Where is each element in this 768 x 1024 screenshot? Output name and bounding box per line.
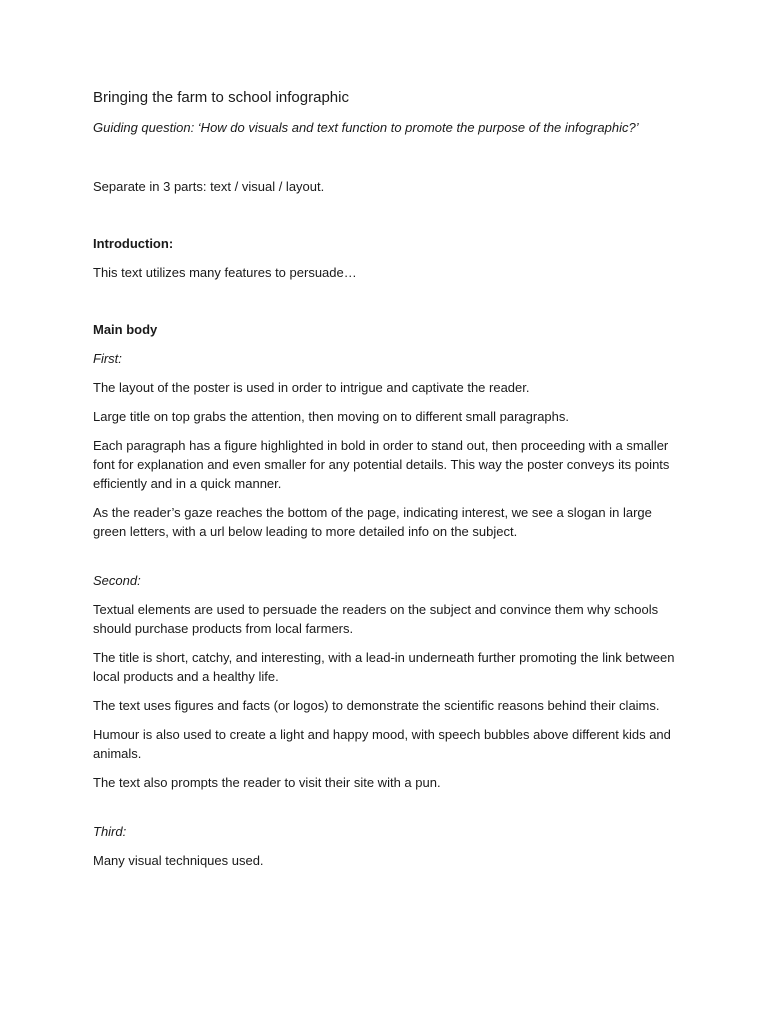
introduction-heading: Introduction:: [93, 236, 174, 251]
second-label: Second:: [93, 573, 141, 588]
first-label: First:: [93, 351, 122, 366]
first-paragraph: Large title on top grabs the attention, then moving on to different small paragraphs.: [93, 409, 570, 424]
main-body-heading: Main body: [93, 322, 158, 337]
third-paragraph: Many visual techniques used.: [93, 853, 264, 868]
introduction-text: This text utilizes many features to persuade…: [93, 265, 357, 280]
second-paragraph: Textual elements are used to persuade the readers on the subject and convince them why schools should purchase products from local farmers.: [93, 602, 659, 636]
guiding-question: Guiding question: ‘How do visuals and text function to promote the purpose of the infographic?’: [93, 120, 639, 135]
separate-note: Separate in 3 parts: text / visual / layout.: [93, 179, 325, 194]
second-paragraph: The text uses figures and facts (or logos) to demonstrate the scientific reasons behind their claims.: [93, 698, 660, 713]
document-page: [93, 88, 683, 880]
second-paragraph: The title is short, catchy, and interesting, with a lead-in underneath further promoting the link between local products and a healthy life.: [93, 650, 675, 684]
third-label: Third:: [93, 824, 127, 839]
first-paragraph: The layout of the poster is used in order to intrigue and captivate the reader.: [93, 380, 530, 395]
second-paragraph: Humour is also used to create a light and happy mood, with speech bubbles above different kids and animals.: [93, 727, 671, 761]
document-title: Bringing the farm to school infographic: [93, 89, 349, 106]
first-paragraph: Each paragraph has a figure highlighted in bold in order to stand out, then proceeding with a smaller font for explanation and even smaller for any potential details. This way the poster conveys its points efficiently and in a quick manner.: [93, 438, 670, 491]
first-paragraph: As the reader’s gaze reaches the bottom of the page, indicating interest, we see a slogan in large green letters, with a url below leading to more detailed info on the subject.: [93, 505, 652, 539]
second-paragraph: The text also prompts the reader to visit their site with a pun.: [93, 775, 441, 790]
